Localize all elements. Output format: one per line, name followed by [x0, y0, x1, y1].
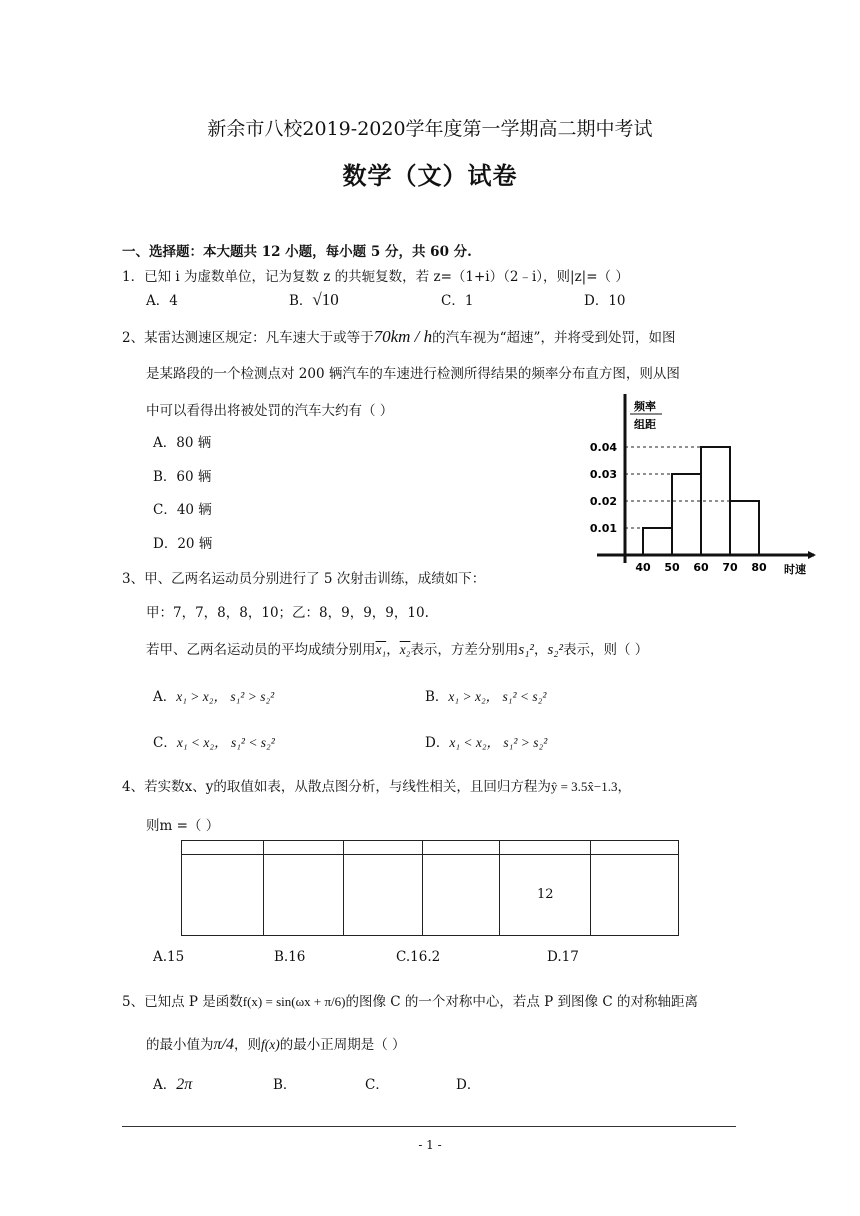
q2-option-a: A．80 辆 — [153, 435, 212, 451]
table-cell — [423, 841, 500, 855]
q1-option-d: D．10 — [584, 293, 626, 309]
q4-stem — [122, 775, 631, 795]
q3-mean-x1: x₁ — [375, 642, 387, 657]
exam-title: 新余市八校2019-2020学年度第一学期高二期中考试 — [207, 118, 653, 140]
q5-line2-b: ，则 — [233, 1037, 261, 1053]
frequency-histogram — [580, 394, 820, 584]
q3-option-a — [153, 685, 274, 705]
table-cell — [182, 854, 264, 935]
histogram-gridlines — [625, 447, 730, 528]
q5-option-b: B． — [273, 1077, 297, 1093]
q3-option-c-label: C． — [153, 735, 177, 751]
histogram-bar — [730, 501, 759, 555]
q5-option-c: C． — [365, 1077, 389, 1093]
q1-option-b-label: B． — [289, 293, 313, 309]
q5-line2-c: 的最小正周期是（ ） — [279, 1037, 406, 1053]
q3-option-d-expr: x₁ < x₂， s₁² > s₂² — [449, 735, 548, 750]
q2-line1-b: 的汽车视为“超速”，并将受到处罚，如图 — [432, 330, 676, 346]
q5-line2-a: 的最小值为 — [146, 1037, 214, 1053]
q3-option-b-label: B． — [425, 689, 449, 705]
y-tick-label: 0.02 — [589, 495, 617, 508]
q2-option-c: C．40 辆 — [153, 502, 212, 518]
histogram-bar — [672, 474, 701, 555]
q3-option-d — [425, 731, 547, 751]
q5-option-a-math: 2π — [176, 1076, 193, 1093]
table-cell — [591, 841, 679, 855]
q5-function-math: f(x) = sin(ωx + π/6) — [242, 994, 346, 1009]
y-tick-label: 0.01 — [589, 522, 617, 535]
q3-data: 甲：7，7，8，8，10；乙：8，9，9，9，10. — [146, 605, 429, 621]
q3-option-b — [425, 685, 546, 705]
q5-stem-b: 的图像 C 的一个对称中心，若点 P 到图像 C 的对称轴距离 — [345, 994, 698, 1010]
exam-subtitle: 数学（文）试卷 — [342, 162, 518, 190]
y-label-top: 频率 — [634, 400, 656, 413]
q1-option-c: C．1 — [441, 293, 474, 309]
q4-option-a: A.15 — [153, 949, 185, 965]
table-cell: 12 — [500, 854, 591, 935]
table-cell — [591, 854, 679, 935]
table-row — [182, 854, 679, 935]
q4-stem-a: 4、若实数x、y的取值如表，从散点图分析，与线性相关，且回归方程为 — [122, 779, 551, 795]
y-label-bottom: 组距 — [634, 418, 656, 431]
q5-distance-math: π/4 — [213, 1036, 234, 1053]
q4-option-d: D.17 — [547, 949, 579, 965]
x-tick-label: 60 — [693, 561, 709, 574]
q3-mean-x2: x₂ — [399, 642, 411, 657]
q4-regression-math: ŷ = 3.5x̂−1.3 — [550, 779, 618, 794]
q3-line3-b: 表示，方差分别用 — [410, 642, 519, 658]
q3-stem: 3、甲、乙两名运动员分别进行了 5 次射击训练，成绩如下： — [122, 571, 486, 587]
q5-option-a — [153, 1073, 192, 1094]
q1-stem: 1．已知 i 为虚数单位，记为复数 z 的共轭复数，若 z=（1+i）（2﹣i），则|z|=（ ） — [122, 269, 629, 285]
q2-line1 — [122, 326, 675, 347]
q3-option-a-expr: x₁ > x₂， s₁² > s₂² — [176, 689, 275, 704]
table-cell — [263, 841, 343, 855]
q5-option-d: D． — [456, 1077, 481, 1093]
section-heading: 一、选择题：本大题共 12 小题，每小题 5 分，共 60 分. — [122, 244, 472, 260]
q4-line2: 则m =（ ） — [146, 818, 220, 834]
q3-option-c — [153, 731, 275, 751]
table-cell — [182, 841, 264, 855]
q2-line2: 是某路段的一个检测点对 200 辆汽车的车速进行检测所得结果的频率分布直方图，则从图 — [146, 366, 680, 382]
x-tick-label: 40 — [635, 561, 651, 574]
q4-data-table — [181, 840, 679, 936]
q5-stem — [122, 990, 698, 1010]
q5-fx-math: f(x) — [260, 1037, 280, 1052]
page-number: - 1 - — [418, 1138, 442, 1152]
q3-option-a-label: A． — [153, 689, 177, 705]
q2-speed-math: 70km / h — [373, 327, 433, 346]
q1-option-a: A．4 — [146, 293, 178, 309]
q3-var-s2: s₂² — [547, 642, 563, 658]
table-cell — [343, 841, 423, 855]
q2-option-b: B．60 辆 — [153, 469, 212, 485]
q2-line3: 中可以看得出将被处罚的汽车大约有（ ） — [146, 403, 394, 419]
q3-option-d-label: D． — [425, 735, 450, 751]
q2-line1-a: 2、某雷达测速区规定：凡车速大于或等于 — [122, 330, 374, 346]
footer-divider — [122, 1126, 736, 1127]
table-cell — [500, 841, 591, 855]
x-tick-label: 50 — [664, 561, 680, 574]
histogram-bar — [643, 528, 672, 555]
q2-option-d: D．20 辆 — [153, 536, 213, 552]
q3-line3: 若甲、乙两名运动员的平均成绩分别用x₁，x₂表示，方差分别用s₁²，s₂²表示，则（ ） — [146, 642, 649, 658]
q3-var-s1: s₁² — [518, 642, 534, 658]
y-tick-label: 0.03 — [589, 468, 617, 481]
q5-line2 — [146, 1033, 406, 1054]
table-cell — [343, 854, 423, 935]
q4-option-b: B.16 — [274, 949, 306, 965]
x-axis-label: 时速 — [784, 563, 806, 576]
histogram-y-ticks — [590, 441, 617, 535]
y-tick-label: 0.04 — [589, 441, 617, 454]
q3-line3-c: 表示，则（ ） — [563, 642, 649, 658]
q1-option-b-math: √10 — [312, 290, 339, 309]
q1-option-b — [289, 289, 339, 310]
table-cell — [423, 854, 500, 935]
histogram-bars — [643, 447, 759, 555]
table-cell — [263, 854, 343, 935]
x-axis-arrow — [808, 551, 816, 559]
histogram-x-ticks — [635, 561, 767, 574]
q4-stem-b: ， — [617, 779, 632, 795]
q3-option-c-expr: x₁ < x₂， s₁² < s₂² — [176, 735, 275, 750]
table-row — [182, 841, 679, 855]
q4-option-c: C.16.2 — [396, 949, 441, 965]
q5-option-a-label: A． — [153, 1077, 177, 1093]
q5-stem-a: 5、已知点 P 是函数 — [122, 994, 243, 1010]
x-tick-label: 70 — [722, 561, 738, 574]
x-tick-label: 80 — [751, 561, 767, 574]
q3-line3-a: 若甲、乙两名运动员的平均成绩分别用 — [146, 642, 376, 658]
q3-option-b-expr: x₁ > x₂， s₁² < s₂² — [448, 689, 547, 704]
